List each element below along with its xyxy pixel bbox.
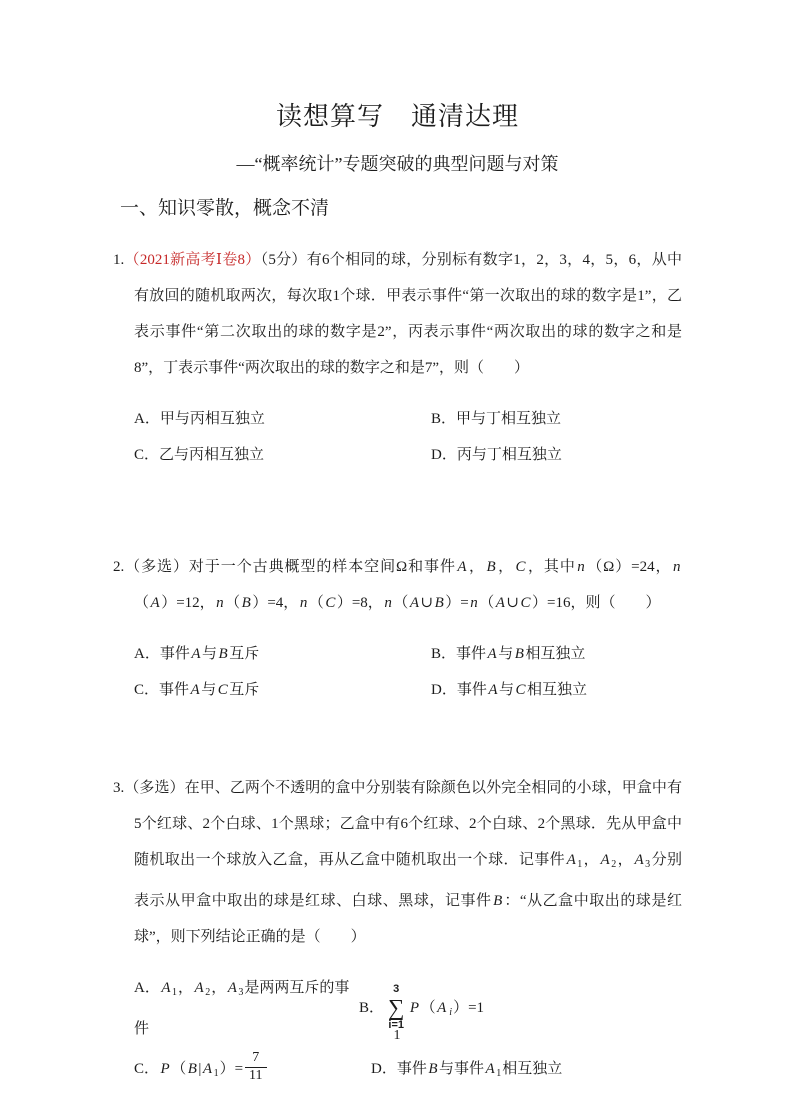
text-run: ）=8， [336,595,383,612]
text-run: ）= [445,595,469,612]
fraction [245,1050,266,1085]
text-run: | [198,1060,202,1077]
text-run: n [672,559,681,576]
question-1-option-d [431,437,682,473]
question-3-body [113,770,682,955]
text-run: n [470,595,478,612]
text-run: D．丙与丁相互独立 [431,447,562,464]
text-run: A [437,1000,447,1017]
text-run: （多选）对于一个古典概型的样本空间Ω和事件 [124,559,456,576]
text-run: ）=16，则（ ） [532,595,661,612]
text-run: 与 [498,646,514,663]
text-run: A．甲与丙相互独立 [134,411,265,428]
question-3-text [124,780,682,945]
text-run: （5分）有6个相同的球，分别标有数字1，2，3，4，5，6，从中有放回的随机取两次，每次取1个球．甲表示事件“第一次取出的球的数字是1”，乙表示事件“第二次取出的球的数字是2”，丙表示事件“两次取出的球的数字之和是8”，丁表示事件“两次取出的球的数字之和是7”，则（ ） [134,252,682,377]
text-run: （2021新高考Ⅰ卷8） [124,252,261,269]
section-heading: 一、知识零散，概念不清 [120,198,330,220]
question-1-option-a [134,401,431,437]
text-run: 与事件 [439,1060,485,1077]
text-run: 相互独立 [525,646,586,663]
text-run: B [218,646,228,663]
question-1-number: 1. [113,252,125,269]
text-run: ， [211,980,227,997]
text-run: ， [583,852,600,869]
text-run: ， [468,559,485,576]
text-run: A [227,980,237,997]
question-2-option-b [431,636,682,672]
text-run: B．事件 [431,646,487,663]
text-run: A [409,595,419,612]
text-run: 1 [496,1067,502,1079]
text-run: C [217,682,228,699]
text-run: A [566,852,576,869]
question-3 [113,770,682,1095]
text-run: （多选）在甲、乙两个不透明的盒中分别装有除颜色以外完全相同的小球，甲盒中有5个红球、2个白球、1个黑球；乙盒中有6个红球、2个白球、2个黑球．先从甲盒中随机取出一个球放入乙盒，再从乙盒中随机取出一个球．记事件 [124,780,682,869]
text-run: B．甲与丁相互独立 [431,411,562,428]
text-run: A [161,980,171,997]
question-3-option-d [371,1051,682,1092]
text-run: （Ω）=24， [586,559,672,576]
text-run: P [160,1060,170,1077]
text-run: 互斥 [229,646,260,663]
text-run: 1 [213,1067,219,1079]
text-run: ）=4， [252,595,299,612]
question-2-options [134,636,682,708]
text-run: B [514,646,524,663]
text-run: 与 [499,682,515,699]
text-run: 与 [201,682,217,699]
text-run: 3 [645,859,651,871]
text-run: 2 [611,859,617,871]
question-1-option-b [431,401,682,437]
text-run: B [486,559,496,576]
text-run: n [299,595,308,612]
text-run: 2 [205,987,211,999]
text-run: 1 [172,987,178,999]
summation-symbol [388,983,404,1032]
option-c-expression [134,1061,243,1077]
text-run: ）=1 [453,1000,485,1017]
text-run: A [600,852,610,869]
text-run: ）= [219,1060,244,1077]
text-run: 互斥 [229,682,260,699]
text-run: n [384,595,392,612]
text-run: B [241,595,251,612]
page-number: 1 [393,1028,401,1043]
text-run: A．事件 [134,646,190,663]
text-run: A [485,1060,495,1077]
text-run: ， [178,980,194,997]
text-run: ：“从乙盒中取出的球是红球”，则下列结论正确的是（ ） [134,893,682,946]
text-run: A [194,980,204,997]
question-2-option-a [134,636,431,672]
doc-title: 读想算写 通清达理 [275,102,519,132]
text-run: A [487,646,497,663]
text-run: C [515,682,526,699]
question-3-options-row-2 [134,1047,682,1095]
text-run: A [634,852,644,869]
question-2-option-d [431,672,682,708]
option-b-expression [408,1000,485,1019]
fraction-denominator: 11 [245,1067,266,1085]
text-run: B [428,1060,438,1077]
text-run: 与 [202,646,218,663]
text-run: B． [359,1000,385,1017]
text-run: B [493,893,503,910]
text-run: C．乙与丙相互独立 [134,447,265,464]
option-b-label [359,1000,384,1016]
text-run: （ [479,595,495,612]
doc-subtitle: —“概率统计”专题突破的典型问题与对策 [236,154,559,175]
text-run: （ [171,1060,187,1077]
text-run: 3 [238,987,244,999]
text-run: n [577,559,585,576]
text-run: C [325,595,336,612]
text-run: 分别表示从甲盒中取出的球是红球、白球、黑球，记事件 [134,852,682,910]
text-run: ， [617,852,633,869]
text-run: （ [420,1000,436,1017]
text-run: i [449,1007,453,1019]
text-run: ∪ [506,595,519,612]
text-run: （ [393,595,409,612]
text-run: ）=12， [161,595,215,612]
question-1-body [113,242,682,386]
text-run: ，其中 [527,559,576,576]
fraction-numerator: 7 [252,1050,260,1066]
text-run: A． [134,980,160,997]
question-3-number: 3. [113,780,125,797]
question-1-text [124,252,682,376]
text-run: D．事件 [431,682,487,699]
question-1 [113,242,682,473]
summation-lower-limit: i=1 [388,1019,405,1032]
text-run: （ [134,595,150,612]
text-run: A [488,682,498,699]
text-run: ∪ [420,595,434,612]
text-run: n [216,595,224,612]
text-run: 1 [577,859,583,871]
question-2-text [124,559,682,611]
text-run: D．事件 [371,1060,427,1077]
text-run: A [457,559,467,576]
text-run: A [495,595,505,612]
page-content [0,17,794,1095]
text-run: A [150,595,160,612]
text-run: B [434,595,444,612]
text-run: C． [134,1060,160,1077]
question-3-option-c [134,1051,371,1092]
text-run: C．事件 [134,682,190,699]
question-2-option-c [134,672,431,708]
question-2-number: 2. [113,559,125,576]
question-2 [113,549,682,708]
question-2-body [113,549,682,621]
text-run: P [409,1000,420,1017]
text-run: B [187,1060,197,1077]
text-run: 相互独立 [527,682,588,699]
text-run: ， [497,559,515,576]
text-run: A [190,682,200,699]
text-run: C [520,595,531,612]
text-run: A [202,1060,213,1077]
question-1-options [134,401,682,473]
text-run: A [191,646,201,663]
summation-upper-limit: 3 [393,983,400,996]
text-run: （ [225,595,241,612]
text-run: （ [308,595,324,612]
text-run: C [515,559,526,576]
text-run: 是两两互斥的事件 [134,980,350,1038]
question-1-option-c [134,437,431,473]
sigma-icon: ∑ [388,995,405,1021]
text-run: 相互独立 [502,1060,563,1077]
